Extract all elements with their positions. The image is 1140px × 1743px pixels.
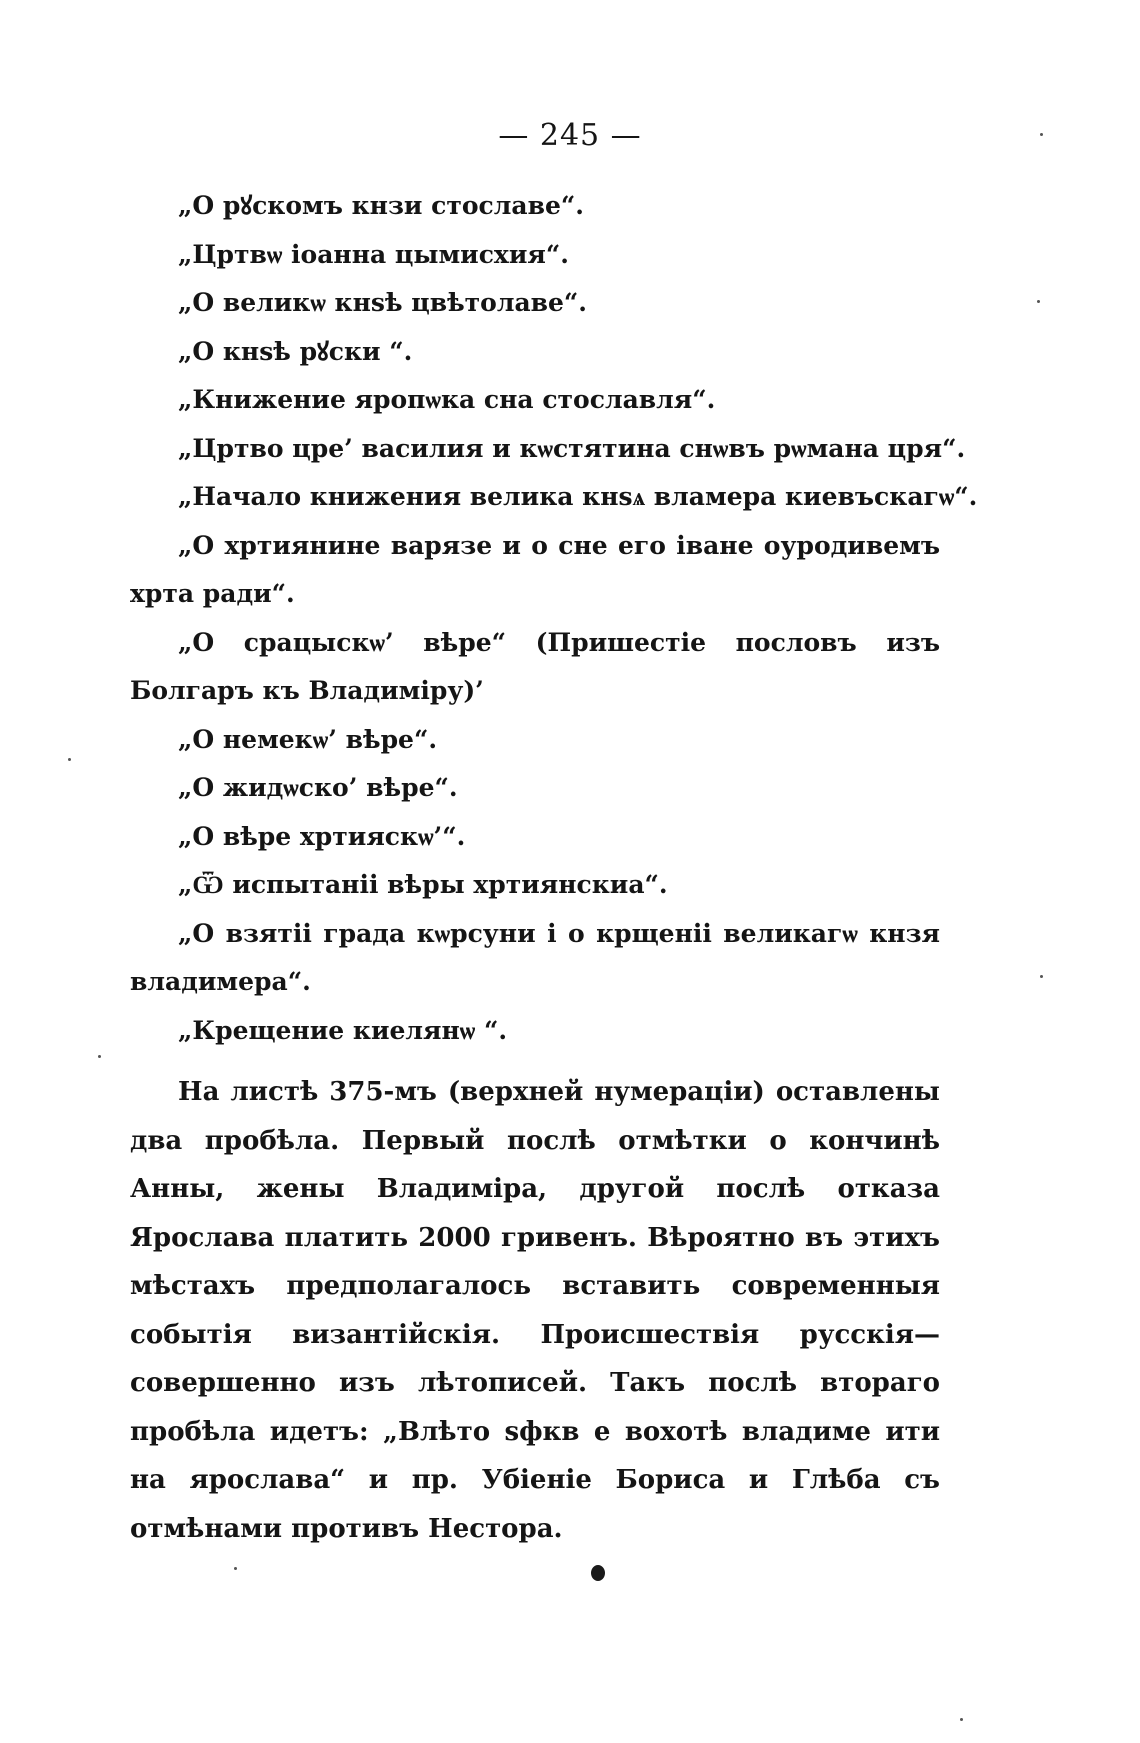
- ink-blot: [591, 1565, 605, 1581]
- chapter-title: „О жидѡско’ вѣре“.: [178, 773, 458, 802]
- chapter-title: „О немекѡ’ вѣре“.: [178, 724, 438, 754]
- chapter-title: „Начало книжения велика кнѕѧ вламера киевъскагѡ“.: [178, 482, 978, 511]
- chapter-title: „О срацыскѡ’ вѣре“ (Пришестіе пословъ изъ Болгаръ къ Владиміру)’: [130, 627, 940, 705]
- paper-speck: [1040, 975, 1043, 978]
- chapter-title-wrapped: [130, 619, 940, 716]
- paper-speck: [98, 1055, 101, 1058]
- paper-speck: [960, 1718, 963, 1721]
- chapter-title: „Ѿ испытаніі вѣры хртиянскиа“.: [178, 870, 668, 899]
- chapter-title: „Книжение яропѡка сна стославля“.: [178, 385, 716, 414]
- chapter-title: „О вѣре хртияскѡ’“.: [178, 821, 466, 851]
- chapter-title: „О хртиянине варязе и о сне его іване оуродивемъ хрта ради“.: [130, 530, 940, 608]
- chapter-title-wrapped: [130, 910, 940, 1007]
- chapter-title: „О кнѕѣ рꙋски “.: [178, 336, 413, 366]
- chapter-title-list: [130, 182, 978, 1055]
- chapter-title: „Цртвѡ іоанна цымисхия“.: [178, 239, 569, 269]
- chapter-title: „О рꙋскомъ кнзи стославе“.: [178, 191, 584, 220]
- chapter-title: „Цртво цре’ василия и кѡстятина снѡвъ рѡмана цря“.: [178, 433, 966, 463]
- chapter-title: „О великѡ кнѕѣ цвѣтолаве“.: [178, 288, 588, 317]
- paper-speck: [68, 758, 71, 761]
- paper-speck: [1040, 133, 1043, 136]
- chapter-title: „О взятіі града кѡрсуни і о крщеніі великагѡ кнзя владимера“.: [130, 918, 940, 996]
- page-number: — 245 —: [498, 118, 642, 153]
- chapter-title-wrapped: [130, 522, 940, 619]
- paper-speck: [234, 1567, 237, 1570]
- chapter-title: „Крещение киелянѡ “.: [178, 1015, 508, 1045]
- paper-speck: [1037, 300, 1040, 303]
- body-paragraph: На листѣ 375-мъ (верхней нумераціи) оставлены два пробѣла. Первый послѣ отмѣтки о кончинѣ Анны, жены Владиміра, другой послѣ отказа Ярослава платить 2000 гривенъ. Вѣроятно въ этихъ мѣстахъ предполагалось вставить современныя событія византійскія. Происшествія русскія—совершенно изъ лѣтописей. Такъ послѣ втораго пробѣла идетъ: „Влѣто ѕфкв е вохотѣ владиме ити на ярослава“ и пр. Убіеніе Бориса и Глѣба съ отмѣнами противъ Нестора.: [130, 1077, 940, 1544]
